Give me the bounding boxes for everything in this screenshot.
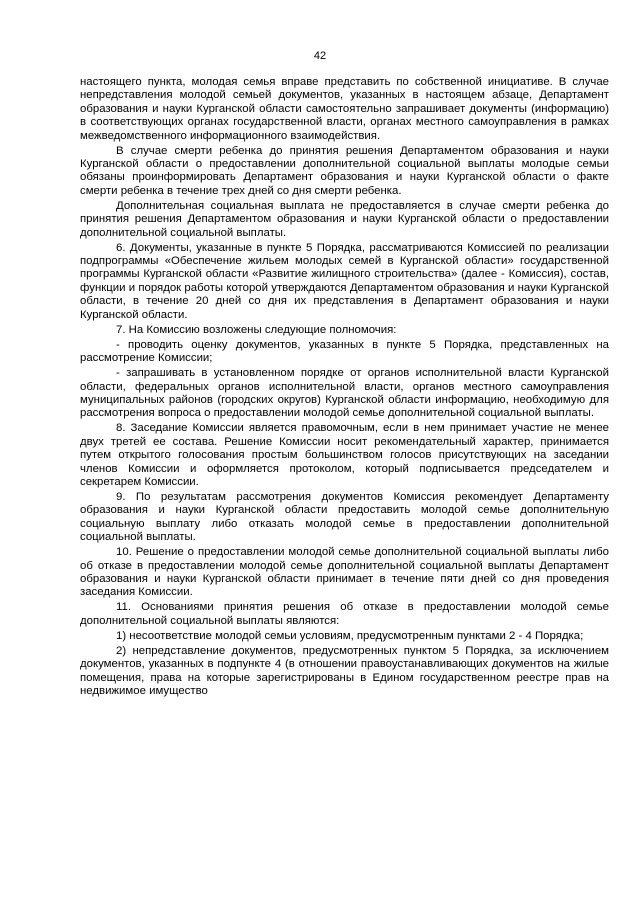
document-body [80, 76, 609, 700]
paragraph-8: 8. Заседание Комиссии является правомочным, если в нем принимает участие не менее двух третей ее состава. Решение Комиссии носит рекомендательный характер, принимается путем открытого голосования простым большинством голосов присутствующих на заседании членов Комиссии и оформляется протоколом, который подписывается председателем и секретарем Комиссии. [80, 422, 609, 488]
paragraph-5: 7. На Комиссию возложены следующие полномочия: [116, 323, 397, 336]
paragraph-13: 2) непредставление документов, предусмотренных пунктом 5 Порядка, за исключением документов, указанных в подпункте 4 (в отношении правоустанавливающих документов на жилые помещения, права на которые зарегистрированы в Едином государственном реестре прав на недвижимое имущество [80, 644, 609, 697]
paragraph-9: 9. По результатам рассмотрения документов Комиссия рекомендует Департаменту образования и науки Курганской области предоставить молодой семье дополнительную социальную выплату либо отказать молодой семье в предоставлении дополнительной социальной выплаты. [80, 490, 609, 544]
paragraph-4: 6. Документы, указанные в пункте 5 Порядка, рассматриваются Комиссией по реализации подпрограммы «Обеспечение жильем молодых семей в Курганской области» государственной программы Курганской области «Развитие жилищного строительства» (далее - Комиссия), состав, функции и порядок работы которой утверждаются Департаментом образования и науки Курганской области, в течение 20 дней со дня их представления в Департамент образования и науки Курганской области. [80, 241, 609, 321]
paragraph-7: - запрашивать в установленном порядке от органов исполнительной власти Курганской области, федеральных органов исполнительной власти, органов местного самоуправления муниципальных районов (городских округов) Курганской области информацию, необходимую для рассмотрения вопроса о предоставлении молодой семье дополнительной социальной выплаты. [80, 367, 609, 420]
page-number: 42 [313, 50, 327, 62]
paragraph-10: 10. Решение о предоставлении молодой семье дополнительной социальной выплаты либо об отказе в предоставлении молодой семье дополнительной социальной выплаты Департамент образования и науки Курганской области принимает в течение пяти дней со дня проведения заседания Комиссии. [80, 546, 609, 599]
paragraph-12: 1) несоответствие молодой семьи условиям, предусмотренным пунктами 2 - 4 Порядка; [116, 629, 584, 642]
paragraph-11: 11. Основаниями принятия решения об отказе в предоставлении молодой семье дополнительной социальной выплаты являются: [80, 601, 609, 627]
paragraph-3: Дополнительная социальная выплата не предоставляется в случае смерти ребенка до принятия решения Департаментом образования и науки Курганской области о предоставлении дополнительной социальной выплаты. [80, 199, 609, 239]
paragraph-1: настоящего пункта, молодая семья вправе представить по собственной инициативе. В случае непредставления молодой семьей документов, указанных в настоящем абзаце, Департамент образования и науки Курганской области самостоятельно запрашивает документы (информацию) в соответствующих органах государственной власти, органах местного самоуправления в рамках межведомственного информационного взаимодействия. [80, 76, 609, 142]
paragraph-6: - проводить оценку документов, указанных в пункте 5 Порядка, представленных на рассмотрение Комиссии; [80, 338, 609, 365]
paragraph-2: В случае смерти ребенка до принятия решения Департаментом образования и науки Курганской области о предоставлении дополнительной социальной выплаты молодые семьи обязаны проинформировать Департамент образования и науки Курганской области о факте смерти ребенка в течение трех дней со дня смерти ребенка. [80, 144, 609, 197]
